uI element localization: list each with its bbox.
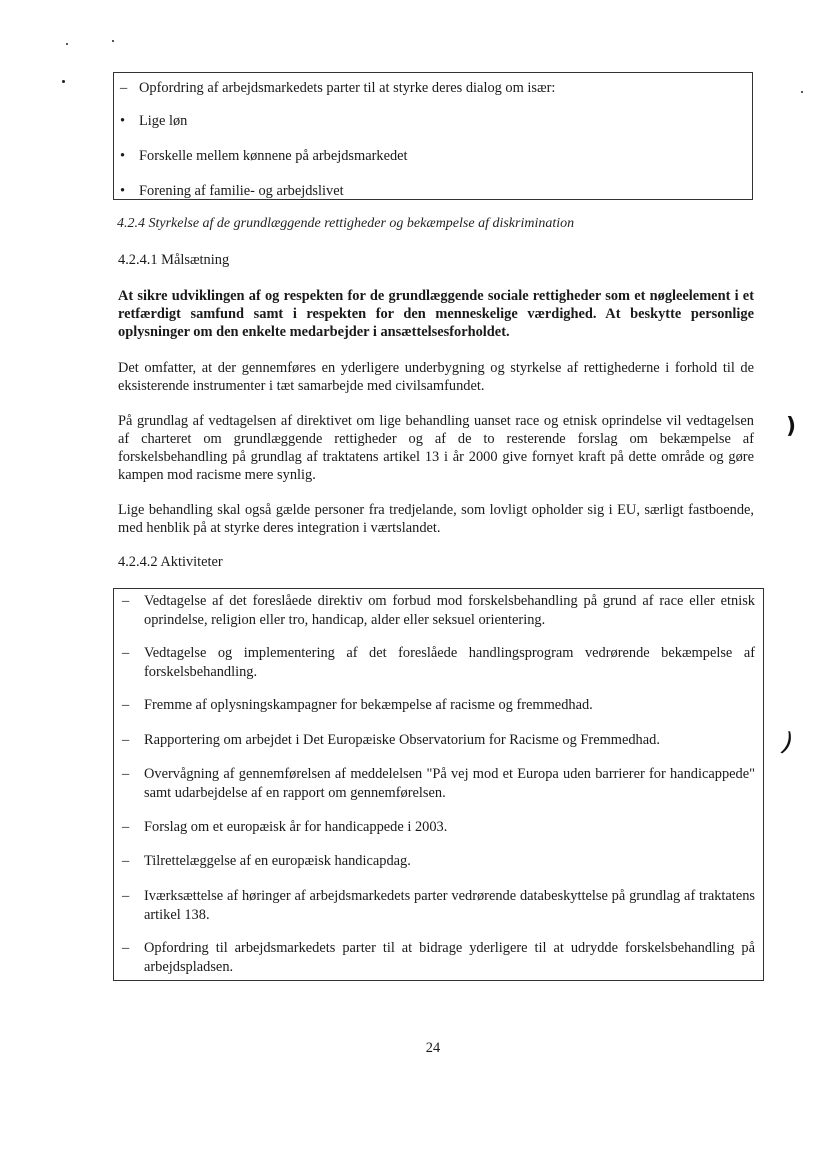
dash-marker: – [122,732,130,748]
margin-mark: ) [777,727,797,759]
activity-item [122,644,755,682]
activity-text: Overvågning af gennemførelsen af meddelelsen "På vej mod et Europa uden barrierer for handicappede" samt udarbejdelse af en rapport om gennemførelsen. [144,766,755,801]
activity-text: Forslag om et europæisk år for handicappede i 2003. [144,819,448,835]
dash-marker: – [122,766,130,782]
activity-item [122,731,755,750]
activity-text: Vedtagelse af det foreslåede direktiv om forbud mod forskelsbehandling på grund af race eller etnisk oprindelse, religion eller tro, handicap, alder eller seksuel orientering. [144,593,755,628]
scan-speck [62,80,65,83]
activity-item [122,818,755,837]
paragraph: På grundlag af vedtagelsen af direktivet om lige behandling uanset race og etnisk oprindelse vil vedtagelsen af charteret om grundlæggende rettigheder og af de to resterende forslag om bekæmpelse af forskelsbehandling på grundlag af traktatens artikel 13 i år 2000 give fornyet kraft på dette område og gøre kampen mod racisme mere synlig. [118,413,754,483]
box1-line-text: Forskelle mellem kønnene på arbejdsmarkedet [139,148,408,164]
bullet-marker: • [120,113,126,129]
box1-line-text: Opfordring af arbejdsmarkedets parter til at styrke deres dialog om især: [139,80,556,96]
paragraph: Det omfatter, at der gennemføres en yderligere underbygning og styrkelse af rettighederne i forhold til de eksisterende instrumenter i tæt samarbejde med civilsamfundet. [118,360,754,394]
dash-marker: – [122,819,130,835]
box1-line [120,147,408,165]
activity-item [122,852,755,871]
activities-box [113,588,764,981]
dash-marker: – [122,940,130,956]
activity-item [122,592,755,630]
page-number: 24 [425,1040,441,1056]
box1-line-text: Lige løn [139,113,188,129]
box1-line-text: Forening af familie- og arbejdslivet [139,183,344,199]
box1-line [120,182,344,200]
dash-marker: – [122,645,130,661]
margin-mark: ) [786,414,797,439]
subsection-heading-goal: 4.2.4.1 Målsætning [118,252,230,268]
activity-item [122,765,755,803]
dash-marker: – [122,888,130,904]
subsection-heading-activities: 4.2.4.2 Aktiviteter [118,554,223,570]
activity-text: Fremme af oplysningskampagner for bekæmpelse af racisme og fremmedhad. [144,697,593,713]
bullet-marker: • [120,148,126,164]
scan-speck [66,43,68,45]
priorities-box [113,72,753,200]
activity-text: Vedtagelse og implementering af det foreslåede handlingsprogram vedrørende bekæmpelse af forskelsbehandling. [144,645,755,680]
scan-speck [112,40,114,42]
dash-marker: – [120,80,128,96]
activity-text: Rapportering om arbejdet i Det Europæiske Observatorium for Racisme og Fremmedhad. [144,732,660,748]
activity-text: Iværksættelse af høringer af arbejdsmarkedets parter vedrørende databeskyttelse på grundlag af traktatens artikel 138. [144,888,755,923]
scan-speck [801,91,803,93]
bullet-marker: • [120,183,126,199]
section-heading: 4.2.4 Styrkelse af de grundlæggende rettigheder og bekæmpelse af diskrimination [117,216,575,231]
dash-marker: – [122,853,130,869]
box1-line [120,112,187,130]
dash-marker: – [122,593,130,609]
dash-marker: – [122,697,130,713]
activity-text: Opfordring til arbejdsmarkedets parter til at bidrage yderligere til at udrydde forskelsbehandling på arbejdspladsen. [144,940,755,975]
paragraph: Lige behandling skal også gælde personer fra tredjelande, som lovligt opholder sig i EU, særligt fastboende, med henblik på at styrke deres integration i værtslandet. [118,502,754,536]
activity-item [122,939,755,977]
activity-item [122,696,755,715]
activity-item [122,887,755,925]
box1-line [120,79,555,97]
activity-text: Tilrettelæggelse af en europæisk handicapdag. [144,853,411,869]
goal-statement: At sikre udviklingen af og respekten for de grundlæggende sociale rettigheder som et nøgleelement i et retfærdigt samfund samt i respekten for den menneskelige værdighed. At beskytte personlige oplysninger om den enkelte medarbejder i ansættelsesforholdet. [118,288,754,340]
